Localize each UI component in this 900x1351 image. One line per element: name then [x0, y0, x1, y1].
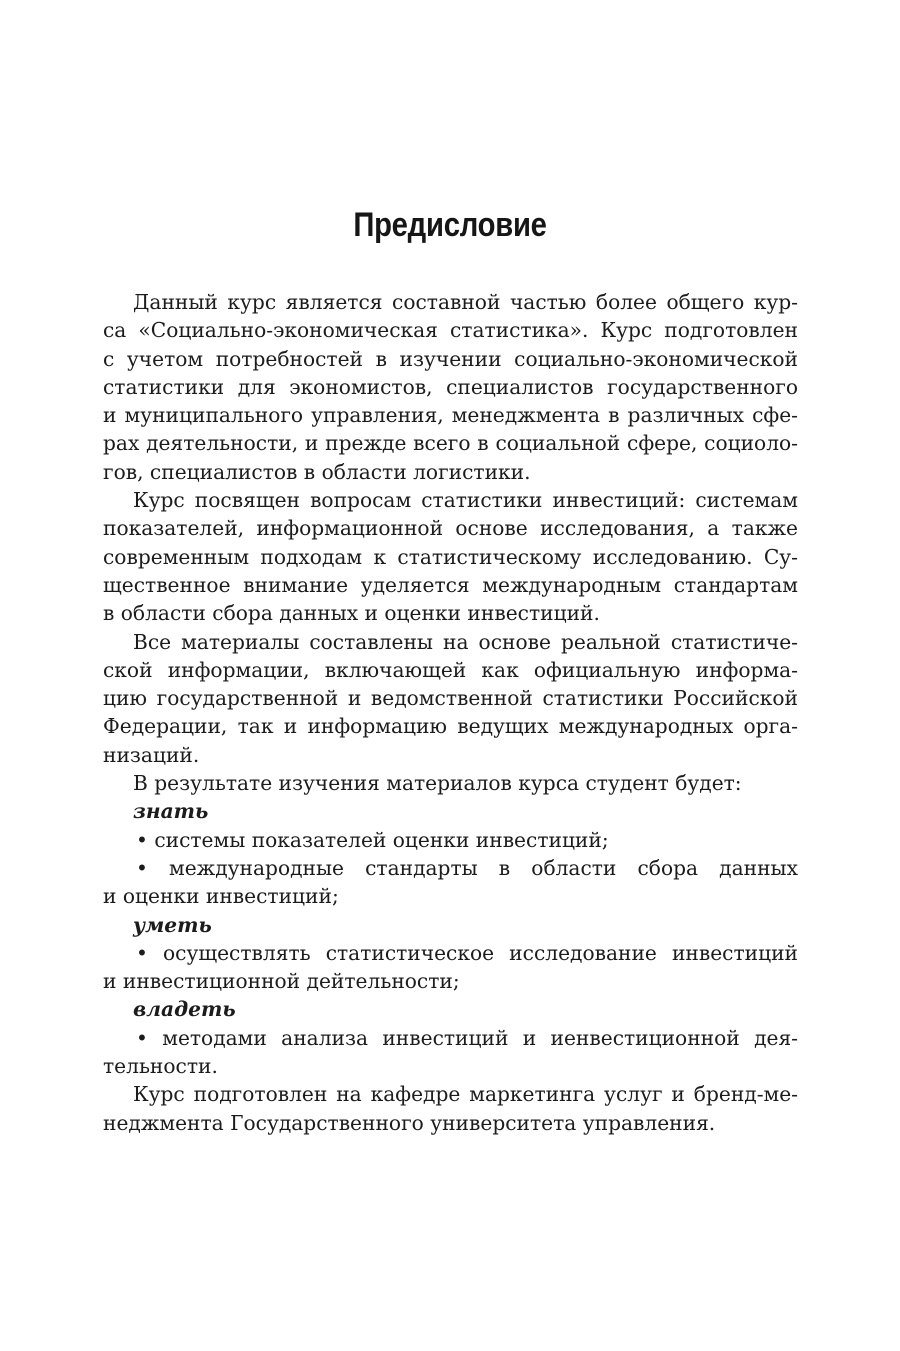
- paragraph-line: Все материалы составлены на основе реальной статистиче-: [133, 629, 798, 654]
- paragraph-line: щественное внимание уделяется международным стандартам: [103, 572, 798, 597]
- page-title: Предисловие: [353, 206, 547, 244]
- paragraph-line: низаций.: [103, 742, 200, 767]
- list-item: • системы показателей оценки инвестиций;: [136, 827, 609, 852]
- paragraph-line: Федерации, так и информацию ведущих международных орга-: [103, 714, 798, 739]
- paragraph-line: гов, специалистов в области логистики.: [103, 459, 531, 484]
- list-item: • методами анализа инвестиций и иенвестиционной дея-: [136, 1025, 798, 1050]
- list-item-continuation: тельности.: [103, 1054, 218, 1079]
- paragraph-line: в области сбора данных и оценки инвестиций.: [103, 601, 600, 626]
- list-item: • международные стандарты в области сбора данных: [136, 855, 798, 880]
- paragraph-line: статистики для экономистов, специалистов государственного: [103, 374, 798, 399]
- paragraph-line: ской информации, включающей как официальную информа-: [103, 657, 798, 682]
- paragraph-line: цию государственной и ведомственной статистики Российской: [103, 686, 798, 711]
- preface-body: [103, 288, 798, 1137]
- paragraph-line: неджмента Государственного университета управления.: [103, 1110, 716, 1135]
- paragraph-line: Данный курс является составной частью более общего кур-: [133, 290, 798, 314]
- paragraph-line: с учетом потребностей в изучении социально-экономической: [103, 346, 798, 371]
- list-item: • осуществлять статистическое исследование инвестиций: [136, 940, 798, 965]
- paragraph-line: В результате изучения материалов курса студент будет:: [133, 771, 742, 796]
- can-heading: уметь: [133, 912, 212, 937]
- know-heading: знать: [133, 799, 209, 824]
- paragraph-line: Курс подготовлен на кафедре маркетинга услуг и бренд-ме-: [133, 1082, 798, 1107]
- paragraph-line: современным подходам к статистическому исследованию. Су-: [103, 544, 798, 569]
- paragraph-line: и муниципального управления, менеджмента в различных сфе-: [103, 403, 798, 428]
- list-item-continuation: и инвестиционной дейтельности;: [103, 969, 460, 994]
- list-item-continuation: и оценки инвестиций;: [103, 884, 339, 909]
- paragraph-line: показателей, информационной основе исследования, а также: [103, 516, 798, 541]
- paragraph-line: рах деятельности, и прежде всего в социальной сфере, социоло-: [103, 431, 798, 456]
- paragraph-line: Курс посвящен вопросам статистики инвестиций: системам: [133, 488, 798, 513]
- paragraph-line: са «Социально-экономическая статистика». Курс подготовлен: [103, 318, 798, 343]
- own-heading: владеть: [133, 997, 236, 1022]
